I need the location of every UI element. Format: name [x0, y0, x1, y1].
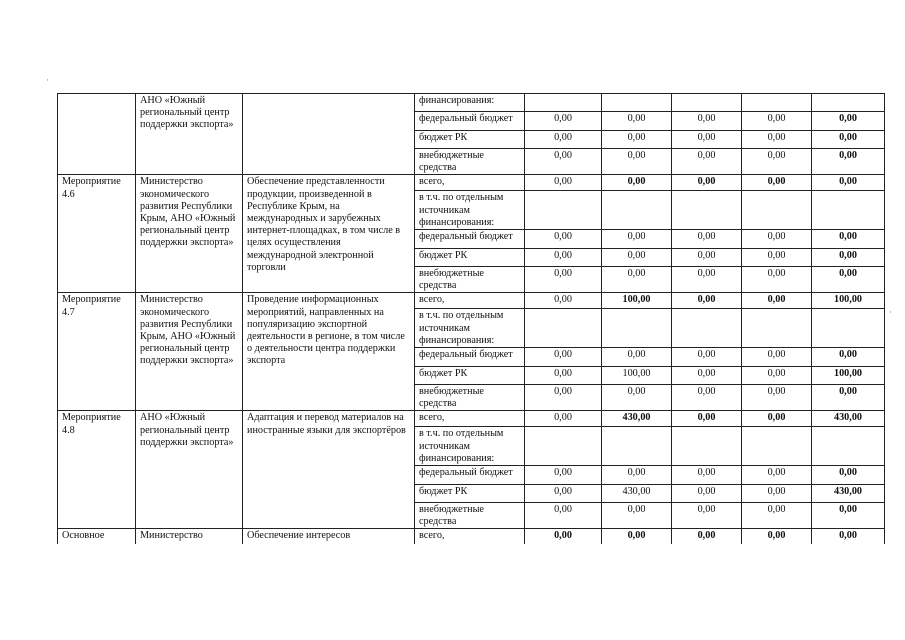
- value-cell: [525, 94, 602, 112]
- value-cell: 0,00: [525, 503, 602, 529]
- source-cell: внебюджетные средства: [415, 503, 525, 529]
- description-cell: Обеспечение интересов: [243, 529, 415, 545]
- value-cell: 0,00: [672, 529, 742, 545]
- value-cell: 0,00: [672, 267, 742, 293]
- value-cell: 0,00: [812, 503, 885, 529]
- value-cell: [812, 427, 885, 466]
- event-code-cell: Основное: [58, 529, 136, 545]
- value-cell: [812, 309, 885, 348]
- value-cell: 100,00: [812, 293, 885, 309]
- source-cell: бюджет РК: [415, 485, 525, 503]
- value-cell: 0,00: [602, 112, 672, 131]
- value-cell: 0,00: [525, 267, 602, 293]
- value-cell: [742, 309, 812, 348]
- value-cell: 0,00: [812, 529, 885, 545]
- value-cell: 0,00: [812, 466, 885, 485]
- table-row: [58, 94, 885, 112]
- value-cell: 0,00: [672, 385, 742, 411]
- executor-cell: АНО «Южный региональный центр поддержки экспорта»: [136, 411, 243, 529]
- value-cell: 0,00: [602, 348, 672, 367]
- value-cell: 0,00: [742, 529, 812, 545]
- value-cell: 0,00: [672, 131, 742, 149]
- description-cell: Адаптация и перевод материалов на иностранные языки для экспортёров: [243, 411, 415, 529]
- value-cell: 0,00: [525, 466, 602, 485]
- executor-cell: Министерство: [136, 529, 243, 545]
- executor-cell: Министерство экономического развития Республики Крым, АНО «Южный региональный центр поддержки экспорта»: [136, 293, 243, 411]
- value-cell: 0,00: [812, 175, 885, 191]
- value-cell: 430,00: [812, 411, 885, 427]
- value-cell: 0,00: [525, 230, 602, 249]
- value-cell: 0,00: [672, 112, 742, 131]
- value-cell: 0,00: [602, 385, 672, 411]
- value-cell: [742, 191, 812, 230]
- value-cell: [602, 427, 672, 466]
- value-cell: 0,00: [525, 131, 602, 149]
- source-cell: в т.ч. по отдельным источникам финансирования:: [415, 191, 525, 230]
- value-cell: 0,00: [672, 293, 742, 309]
- value-cell: 0,00: [742, 293, 812, 309]
- source-cell: бюджет РК: [415, 249, 525, 267]
- value-cell: 430,00: [812, 485, 885, 503]
- value-cell: 0,00: [672, 348, 742, 367]
- table-row: [58, 529, 885, 545]
- value-cell: 430,00: [602, 485, 672, 503]
- value-cell: 0,00: [525, 529, 602, 545]
- value-cell: 0,00: [672, 411, 742, 427]
- event-code-cell: Мероприятие 4.7: [58, 293, 136, 411]
- value-cell: 0,00: [672, 367, 742, 385]
- table-row: [58, 293, 885, 309]
- value-cell: [672, 191, 742, 230]
- source-cell: федеральный бюджет: [415, 112, 525, 131]
- value-cell: 0,00: [812, 348, 885, 367]
- value-cell: 0,00: [742, 230, 812, 249]
- source-cell: бюджет РК: [415, 131, 525, 149]
- source-cell: финансирования:: [415, 94, 525, 112]
- value-cell: 0,00: [672, 503, 742, 529]
- value-cell: 0,00: [742, 149, 812, 175]
- value-cell: 0,00: [602, 466, 672, 485]
- event-code-cell: [58, 94, 136, 175]
- source-cell: в т.ч. по отдельным источникам финансирования:: [415, 309, 525, 348]
- value-cell: 0,00: [525, 411, 602, 427]
- value-cell: 0,00: [742, 466, 812, 485]
- value-cell: 0,00: [602, 131, 672, 149]
- value-cell: 0,00: [742, 175, 812, 191]
- value-cell: 430,00: [602, 411, 672, 427]
- value-cell: [525, 427, 602, 466]
- source-cell: внебюджетные средства: [415, 267, 525, 293]
- value-cell: 0,00: [742, 267, 812, 293]
- table-row: [58, 411, 885, 427]
- scan-mark: ·: [889, 307, 892, 317]
- value-cell: 0,00: [525, 367, 602, 385]
- value-cell: 0,00: [672, 175, 742, 191]
- source-cell: бюджет РК: [415, 367, 525, 385]
- value-cell: 0,00: [602, 503, 672, 529]
- value-cell: 0,00: [525, 112, 602, 131]
- table-row: [58, 175, 885, 191]
- source-cell: внебюджетные средства: [415, 385, 525, 411]
- value-cell: 0,00: [742, 485, 812, 503]
- value-cell: 0,00: [672, 466, 742, 485]
- value-cell: 0,00: [602, 230, 672, 249]
- value-cell: 0,00: [812, 385, 885, 411]
- value-cell: 0,00: [602, 149, 672, 175]
- value-cell: [742, 94, 812, 112]
- value-cell: [742, 427, 812, 466]
- value-cell: 100,00: [812, 367, 885, 385]
- source-cell: в т.ч. по отдельным источникам финансирования:: [415, 427, 525, 466]
- source-cell: всего,: [415, 293, 525, 309]
- value-cell: 0,00: [602, 267, 672, 293]
- executor-cell: Министерство экономического развития Республики Крым, АНО «Южный региональный центр поддержки экспорта»: [136, 175, 243, 293]
- value-cell: [602, 309, 672, 348]
- executor-cell: АНО «Южный региональный центр поддержки экспорта»: [136, 94, 243, 175]
- value-cell: 0,00: [525, 293, 602, 309]
- source-cell: федеральный бюджет: [415, 348, 525, 367]
- value-cell: 0,00: [525, 348, 602, 367]
- value-cell: 0,00: [742, 249, 812, 267]
- value-cell: 0,00: [742, 131, 812, 149]
- value-cell: 0,00: [742, 411, 812, 427]
- value-cell: 0,00: [812, 249, 885, 267]
- value-cell: 0,00: [812, 267, 885, 293]
- value-cell: 100,00: [602, 293, 672, 309]
- value-cell: 0,00: [525, 175, 602, 191]
- source-cell: всего,: [415, 411, 525, 427]
- value-cell: 0,00: [742, 503, 812, 529]
- value-cell: 0,00: [812, 230, 885, 249]
- budget-table-body: [58, 94, 885, 545]
- source-cell: внебюджетные средства: [415, 149, 525, 175]
- value-cell: 0,00: [602, 529, 672, 545]
- value-cell: 0,00: [742, 348, 812, 367]
- value-cell: [525, 309, 602, 348]
- source-cell: федеральный бюджет: [415, 230, 525, 249]
- value-cell: [672, 309, 742, 348]
- value-cell: 100,00: [602, 367, 672, 385]
- event-code-cell: Мероприятие 4.6: [58, 175, 136, 293]
- value-cell: [812, 94, 885, 112]
- value-cell: 0,00: [672, 485, 742, 503]
- value-cell: 0,00: [602, 249, 672, 267]
- value-cell: 0,00: [812, 149, 885, 175]
- description-cell: Проведение информационных мероприятий, направленных на популяризацию экспортной деятельности в регионе, в том числе о деятельности центра поддержки экспорта: [243, 293, 415, 411]
- source-cell: всего,: [415, 529, 525, 545]
- value-cell: [602, 191, 672, 230]
- source-cell: всего,: [415, 175, 525, 191]
- value-cell: 0,00: [812, 112, 885, 131]
- value-cell: 0,00: [525, 249, 602, 267]
- value-cell: [525, 191, 602, 230]
- value-cell: [672, 94, 742, 112]
- value-cell: 0,00: [672, 249, 742, 267]
- value-cell: 0,00: [742, 385, 812, 411]
- value-cell: [812, 191, 885, 230]
- value-cell: 0,00: [742, 367, 812, 385]
- scan-mark: ·: [46, 75, 49, 85]
- value-cell: [602, 94, 672, 112]
- value-cell: 0,00: [672, 230, 742, 249]
- value-cell: 0,00: [602, 175, 672, 191]
- description-cell: Обеспечение представленности продукции, произведенной в Республике Крым, на международных и зарубежных интернет-площадках, в том числе в целях осуществления международной электронной торговли: [243, 175, 415, 293]
- value-cell: 0,00: [525, 485, 602, 503]
- value-cell: [672, 427, 742, 466]
- budget-table: [57, 93, 885, 544]
- event-code-cell: Мероприятие 4.8: [58, 411, 136, 529]
- source-cell: федеральный бюджет: [415, 466, 525, 485]
- value-cell: 0,00: [812, 131, 885, 149]
- value-cell: 0,00: [672, 149, 742, 175]
- value-cell: 0,00: [525, 149, 602, 175]
- value-cell: 0,00: [525, 385, 602, 411]
- value-cell: 0,00: [742, 112, 812, 131]
- description-cell: [243, 94, 415, 175]
